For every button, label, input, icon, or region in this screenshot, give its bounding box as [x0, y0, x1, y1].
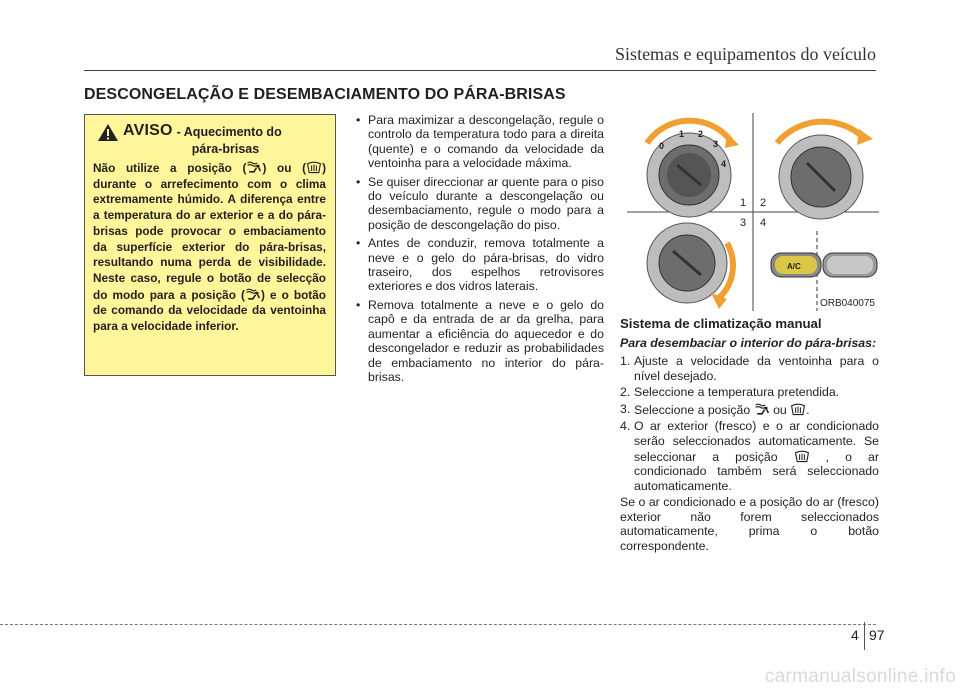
watermark: carmanualsonline.info: [764, 666, 956, 687]
warning-text-part: ) e o botão de comando da velocidade da ventoinha para a velocidade inferior.: [93, 287, 326, 334]
page-number-divider: [864, 622, 865, 650]
list-item: [355, 175, 604, 233]
bullet: •: [356, 113, 361, 127]
callout-number: 4: [760, 217, 767, 229]
page-number: 97: [869, 627, 885, 643]
step-text: Seleccione a temperatura pretendida.: [634, 385, 840, 400]
subsection-title: Sistema de climatização manual: [620, 316, 822, 331]
floor-defrost-icon: [754, 402, 770, 416]
floor-defrost-icon: [245, 287, 261, 301]
tips-list: [355, 113, 604, 384]
step-number: 4.: [620, 419, 631, 434]
list-item: [620, 385, 879, 400]
callout-number: 3: [740, 217, 747, 229]
header-rule: [84, 70, 876, 71]
fan-tick-label: 1: [679, 129, 685, 139]
figure-code: ORB040075: [819, 298, 875, 309]
warning-triangle-icon: [97, 123, 119, 142]
callout-number: 1: [740, 197, 747, 209]
list-item: [620, 402, 879, 418]
section-title: DESCONGELAÇÃO E DESEMBACIAMENTO DO PÁRA-BRISAS: [84, 86, 566, 103]
step-text: Ajuste a velocidade da ventoinha para o nível desejado.: [634, 354, 879, 383]
mode-knob: [647, 223, 733, 309]
windshield-defrost-icon: [794, 449, 810, 463]
closing-paragraph: Se o ar condicionado e a posição do ar (fresco) exterior não forem seleccionados automaticamente, prima o botão correspondente.: [620, 495, 879, 553]
step-text: Seleccione a posição: [634, 402, 751, 417]
footer-rule: [0, 624, 876, 625]
warning-subtitle-2: pára-brisas: [191, 142, 260, 156]
floor-defrost-icon: [246, 160, 262, 174]
list-item-text: Para maximizar a descongelação, regule o controlo da temperatura todo para a direita (quente) e o comando da velocidade da ventoinha para a velocidade máxima.: [368, 113, 604, 171]
steps-list: [620, 354, 879, 493]
bullet: •: [356, 236, 361, 251]
warning-text-part: ) ou (: [262, 161, 307, 175]
climate-control-illustration: [627, 113, 879, 311]
temperature-knob: [777, 122, 873, 219]
list-item: [355, 236, 604, 294]
windshield-defrost-icon: [790, 402, 806, 416]
step-text: ou: [773, 402, 787, 417]
fan-tick-label: 3: [713, 139, 719, 149]
warning-text-part: Não utilize a posição (: [93, 161, 247, 175]
running-header: Sistemas e equipamentos do veículo: [615, 44, 876, 64]
warning-word: AVISO: [123, 122, 173, 139]
list-item: [620, 354, 879, 383]
list-item-text: Antes de conduzir, remova totalmente a neve e o gelo do pára-brisas, do vidro traseiro, dos espelhos retrovisores exteriores e dos vidros laterais.: [368, 236, 604, 294]
list-item: [355, 298, 604, 384]
bullet: •: [356, 297, 361, 312]
fan-tick-label: 4: [721, 159, 727, 169]
fan-tick-label: 2: [698, 129, 704, 139]
list-item-text: Se quiser direccionar ar quente para o piso do veículo durante a descongelação ou desembaciamento, regule o modo para a posição de descongelação do piso.: [368, 174, 604, 232]
warning-box: [84, 114, 336, 376]
list-item: [620, 419, 879, 493]
subsection-subtitle: Para desembaciar o interior do pára-brisas:: [620, 336, 877, 350]
middle-column: [355, 113, 604, 388]
step-number: 1.: [620, 354, 631, 368]
ac-button-label: A/C: [787, 262, 801, 271]
fan-tick-label: 0: [659, 141, 665, 151]
fan-speed-knob: [647, 121, 739, 217]
list-item-text: Remova totalmente a neve e o gelo do capô e da entrada de ar da grelha, para aumentar a eficiência do aquecedor e do descongelador e reduzir as probabilidades de embaciamento no interior do pára-brisas.: [368, 297, 604, 384]
climate-control-figure: [627, 113, 879, 311]
step-text: , o ar condicionado também será seleccionado automaticamente.: [634, 449, 879, 493]
list-item: [355, 113, 604, 171]
windshield-defrost-icon: [306, 160, 322, 174]
chapter-number: 4: [851, 627, 859, 643]
warning-subtitle: - Aquecimento do: [176, 125, 282, 139]
warning-text-part: ) durante o arrefecimento com o clima extremamente húmido. A diferença entre a temperatura do ar exterior e a do pára-brisas pode provocar o embaciamento da superfície exterior do pára-brisas, resultando numa perda de visibilidade. Neste caso, regule o botão de selecção do modo para a posição (: [93, 161, 326, 302]
step-number: 2.: [620, 385, 631, 400]
step-text: O ar exterior (fresco) e o ar condicionado serão seleccionados automaticamente. Se seleccionar a posição: [634, 419, 879, 464]
step-number: 3.: [620, 401, 631, 416]
step-text: .: [806, 402, 810, 417]
warning-text: [93, 160, 326, 335]
warning-header: [97, 122, 326, 142]
right-column: [620, 316, 879, 553]
callout-number: 2: [760, 197, 767, 209]
bullet: •: [356, 174, 361, 189]
